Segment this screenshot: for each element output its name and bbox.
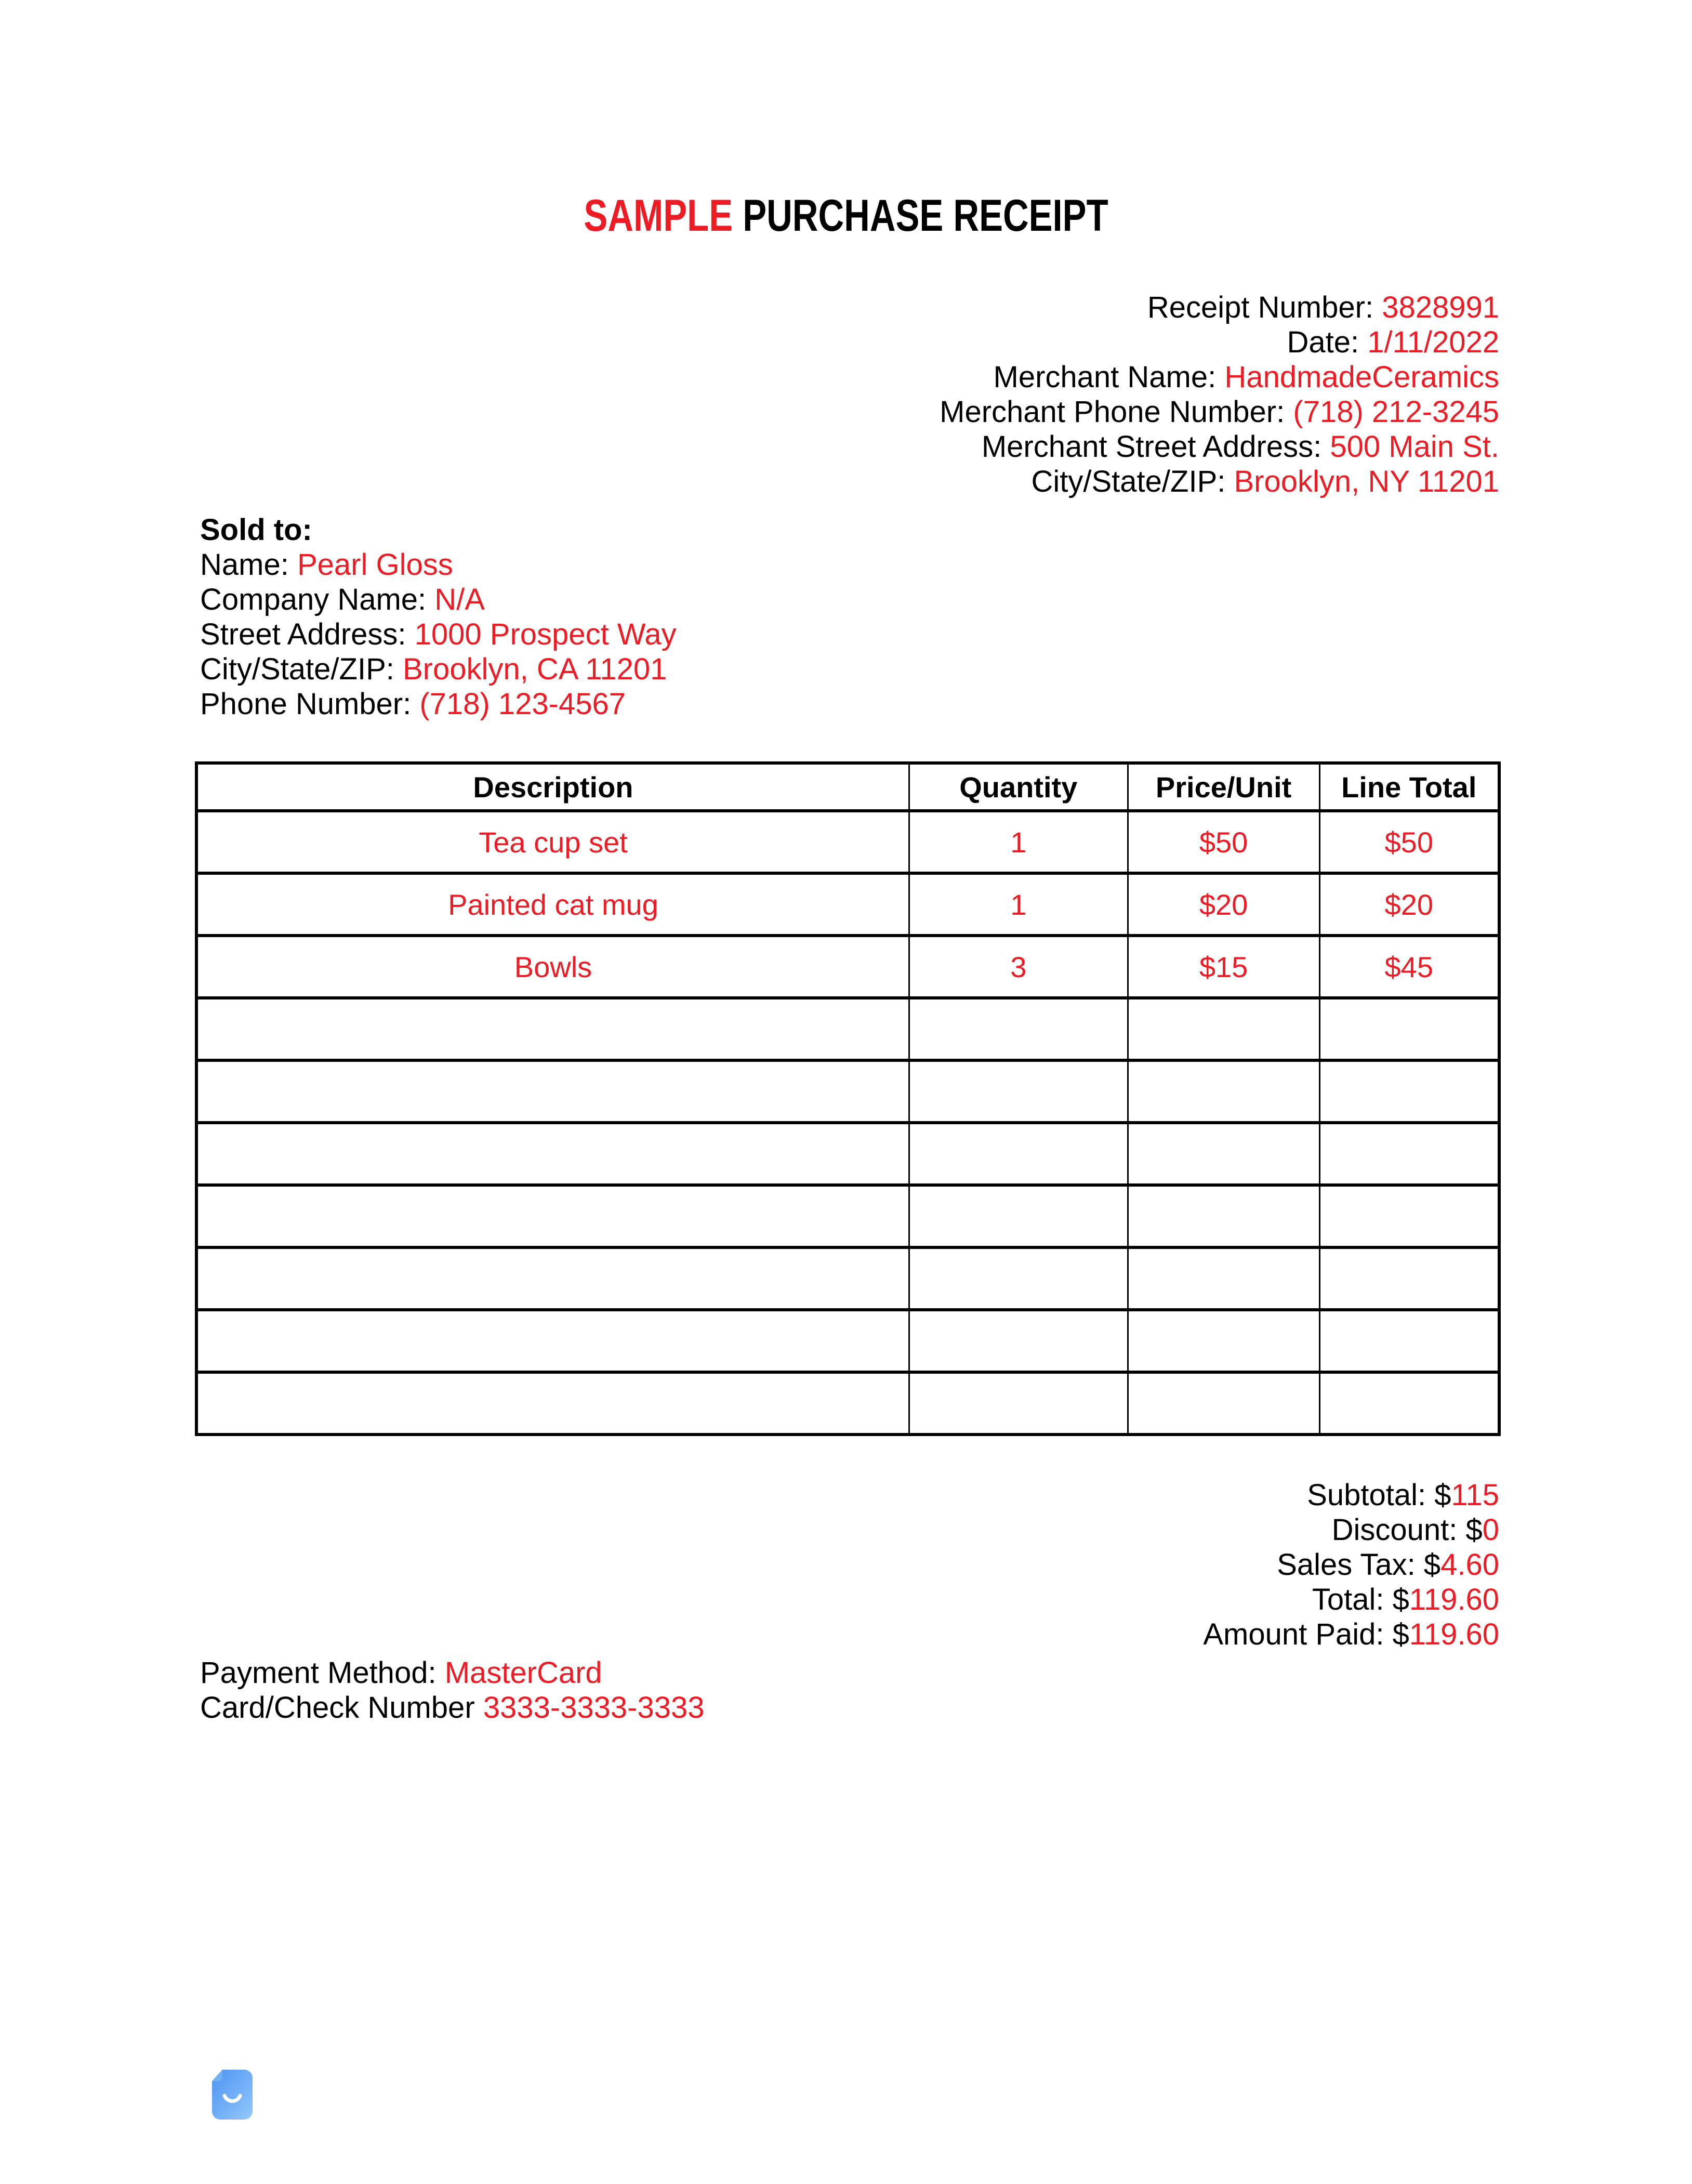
cell-price-unit [1128, 998, 1319, 1060]
cell-description [196, 1310, 909, 1372]
cell-description [196, 998, 909, 1060]
payment-block [200, 1655, 704, 1725]
cell-description [196, 1060, 909, 1123]
table-row [196, 873, 1499, 936]
buyer-name-value: Pearl Gloss [297, 548, 453, 582]
merchant-name-label: Merchant Name: [993, 360, 1225, 394]
discount-label: Discount: $ [1331, 1513, 1483, 1547]
table-body [196, 811, 1499, 1435]
table-row [196, 1372, 1499, 1435]
cell-price-unit: $50 [1128, 811, 1319, 873]
buyer-citystatezip-value: Brooklyn, CA 11201 [403, 652, 667, 686]
sales-tax-label: Sales Tax: $ [1277, 1548, 1441, 1582]
date-label: Date: [1287, 325, 1368, 359]
cell-quantity: 1 [909, 811, 1128, 873]
cell-line-total: $20 [1319, 873, 1499, 936]
sold-to-heading: Sold to: [200, 513, 312, 547]
cell-description [196, 1123, 909, 1185]
total-label: Total: $ [1312, 1583, 1409, 1616]
page-title [169, 191, 1523, 241]
cell-line-total [1319, 1123, 1499, 1185]
cell-line-total: $45 [1319, 936, 1499, 998]
cell-description: Bowls [196, 936, 909, 998]
buyer-company-line [200, 582, 677, 617]
buyer-company-value: N/A [434, 583, 485, 616]
merchant-citystatezip-label: City/State/ZIP: [1031, 465, 1234, 498]
buyer-company-label: Company Name: [200, 583, 435, 616]
cell-price-unit: $20 [1128, 873, 1319, 936]
cell-description: Painted cat mug [196, 873, 909, 936]
table-header-row [196, 763, 1499, 811]
table-row [196, 1185, 1499, 1247]
cell-quantity [909, 1310, 1128, 1372]
receipt-number-value: 3828991 [1382, 291, 1499, 324]
cell-description: Tea cup set [196, 811, 909, 873]
cell-quantity [909, 998, 1128, 1060]
cell-description [196, 1372, 909, 1435]
cell-quantity [909, 1372, 1128, 1435]
column-header-description: Description [196, 763, 909, 811]
total-line [1203, 1582, 1499, 1617]
discount-value: 0 [1482, 1513, 1499, 1547]
merchant-street-value: 500 Main St. [1330, 430, 1499, 464]
cell-quantity [909, 1185, 1128, 1247]
merchant-street-line [940, 429, 1499, 464]
sales-tax-line [1203, 1547, 1499, 1582]
column-header-quantity: Quantity [909, 763, 1128, 811]
cell-quantity: 1 [909, 873, 1128, 936]
cell-line-total [1319, 1310, 1499, 1372]
cell-price-unit [1128, 1060, 1319, 1123]
merchant-name-line [940, 360, 1499, 394]
total-value: 119.60 [1409, 1583, 1499, 1616]
date-line [940, 325, 1499, 360]
cell-description [196, 1247, 909, 1310]
merchant-phone-label: Merchant Phone Number: [940, 395, 1293, 429]
cell-line-total: $50 [1319, 811, 1499, 873]
buyer-name-line [200, 547, 677, 582]
line-items-table [195, 761, 1501, 1436]
cell-quantity [909, 1060, 1128, 1123]
buyer-street-label: Street Address: [200, 617, 415, 651]
date-value: 1/11/2022 [1367, 325, 1499, 359]
receipt-number-line [940, 290, 1499, 325]
card-number-line [200, 1690, 704, 1725]
cell-description [196, 1185, 909, 1247]
table-row [196, 811, 1499, 873]
receipt-number-label: Receipt Number: [1147, 291, 1382, 324]
cell-line-total [1319, 1247, 1499, 1310]
cell-price-unit [1128, 1185, 1319, 1247]
payment-method-value: MasterCard [444, 1656, 602, 1690]
document-smile-icon [212, 2070, 253, 2120]
column-header-price-unit: Price/Unit [1128, 763, 1319, 811]
merchant-info-block [940, 290, 1499, 499]
buyer-citystatezip-label: City/State/ZIP: [200, 652, 403, 686]
discount-line [1203, 1512, 1499, 1547]
subtotal-line [1203, 1478, 1499, 1512]
cell-line-total [1319, 1185, 1499, 1247]
amount-paid-label: Amount Paid: $ [1203, 1617, 1409, 1651]
subtotal-label: Subtotal: $ [1307, 1478, 1451, 1512]
title-sample-word: SAMPLE [584, 191, 733, 241]
buyer-street-line [200, 617, 677, 652]
cell-price-unit [1128, 1310, 1319, 1372]
merchant-street-label: Merchant Street Address: [981, 430, 1330, 464]
cell-line-total [1319, 998, 1499, 1060]
buyer-street-value: 1000 Prospect Way [414, 617, 677, 651]
table-row [196, 936, 1499, 998]
cell-quantity: 3 [909, 936, 1128, 998]
table-header [196, 763, 1499, 811]
totals-block [1203, 1478, 1499, 1652]
buyer-citystatezip-line [200, 652, 677, 687]
buyer-phone-value: (718) 123-4567 [419, 687, 626, 721]
table-row [196, 1310, 1499, 1372]
subtotal-value: 115 [1451, 1478, 1499, 1512]
table-row [196, 1123, 1499, 1185]
merchant-phone-line [940, 394, 1499, 429]
cell-price-unit: $15 [1128, 936, 1319, 998]
amount-paid-value: 119.60 [1409, 1617, 1499, 1651]
cell-quantity [909, 1123, 1128, 1185]
payment-method-label: Payment Method: [200, 1656, 445, 1690]
cell-price-unit [1128, 1247, 1319, 1310]
amount-paid-line [1203, 1617, 1499, 1652]
card-number-label: Card/Check Number [200, 1691, 483, 1725]
merchant-name-value: HandmadeCeramics [1224, 360, 1499, 394]
cell-line-total [1319, 1372, 1499, 1435]
payment-method-line [200, 1655, 704, 1690]
title-rest: PURCHASE RECEIPT [733, 191, 1108, 241]
table-row [196, 1247, 1499, 1310]
cell-line-total [1319, 1060, 1499, 1123]
table-row [196, 998, 1499, 1060]
merchant-phone-value: (718) 212-3245 [1293, 395, 1499, 429]
cell-quantity [909, 1247, 1128, 1310]
column-header-line-total: Line Total [1319, 763, 1499, 811]
sales-tax-value: 4.60 [1440, 1548, 1499, 1582]
merchant-citystatezip-line [940, 464, 1499, 499]
table-row [196, 1060, 1499, 1123]
buyer-phone-label: Phone Number: [200, 687, 420, 721]
buyer-name-label: Name: [200, 548, 297, 582]
buyer-phone-line [200, 687, 677, 721]
sold-to-block [200, 512, 677, 721]
cell-price-unit [1128, 1123, 1319, 1185]
merchant-citystatezip-value: Brooklyn, NY 11201 [1234, 465, 1499, 498]
cell-price-unit [1128, 1372, 1319, 1435]
card-number-value: 3333-3333-3333 [483, 1691, 705, 1725]
